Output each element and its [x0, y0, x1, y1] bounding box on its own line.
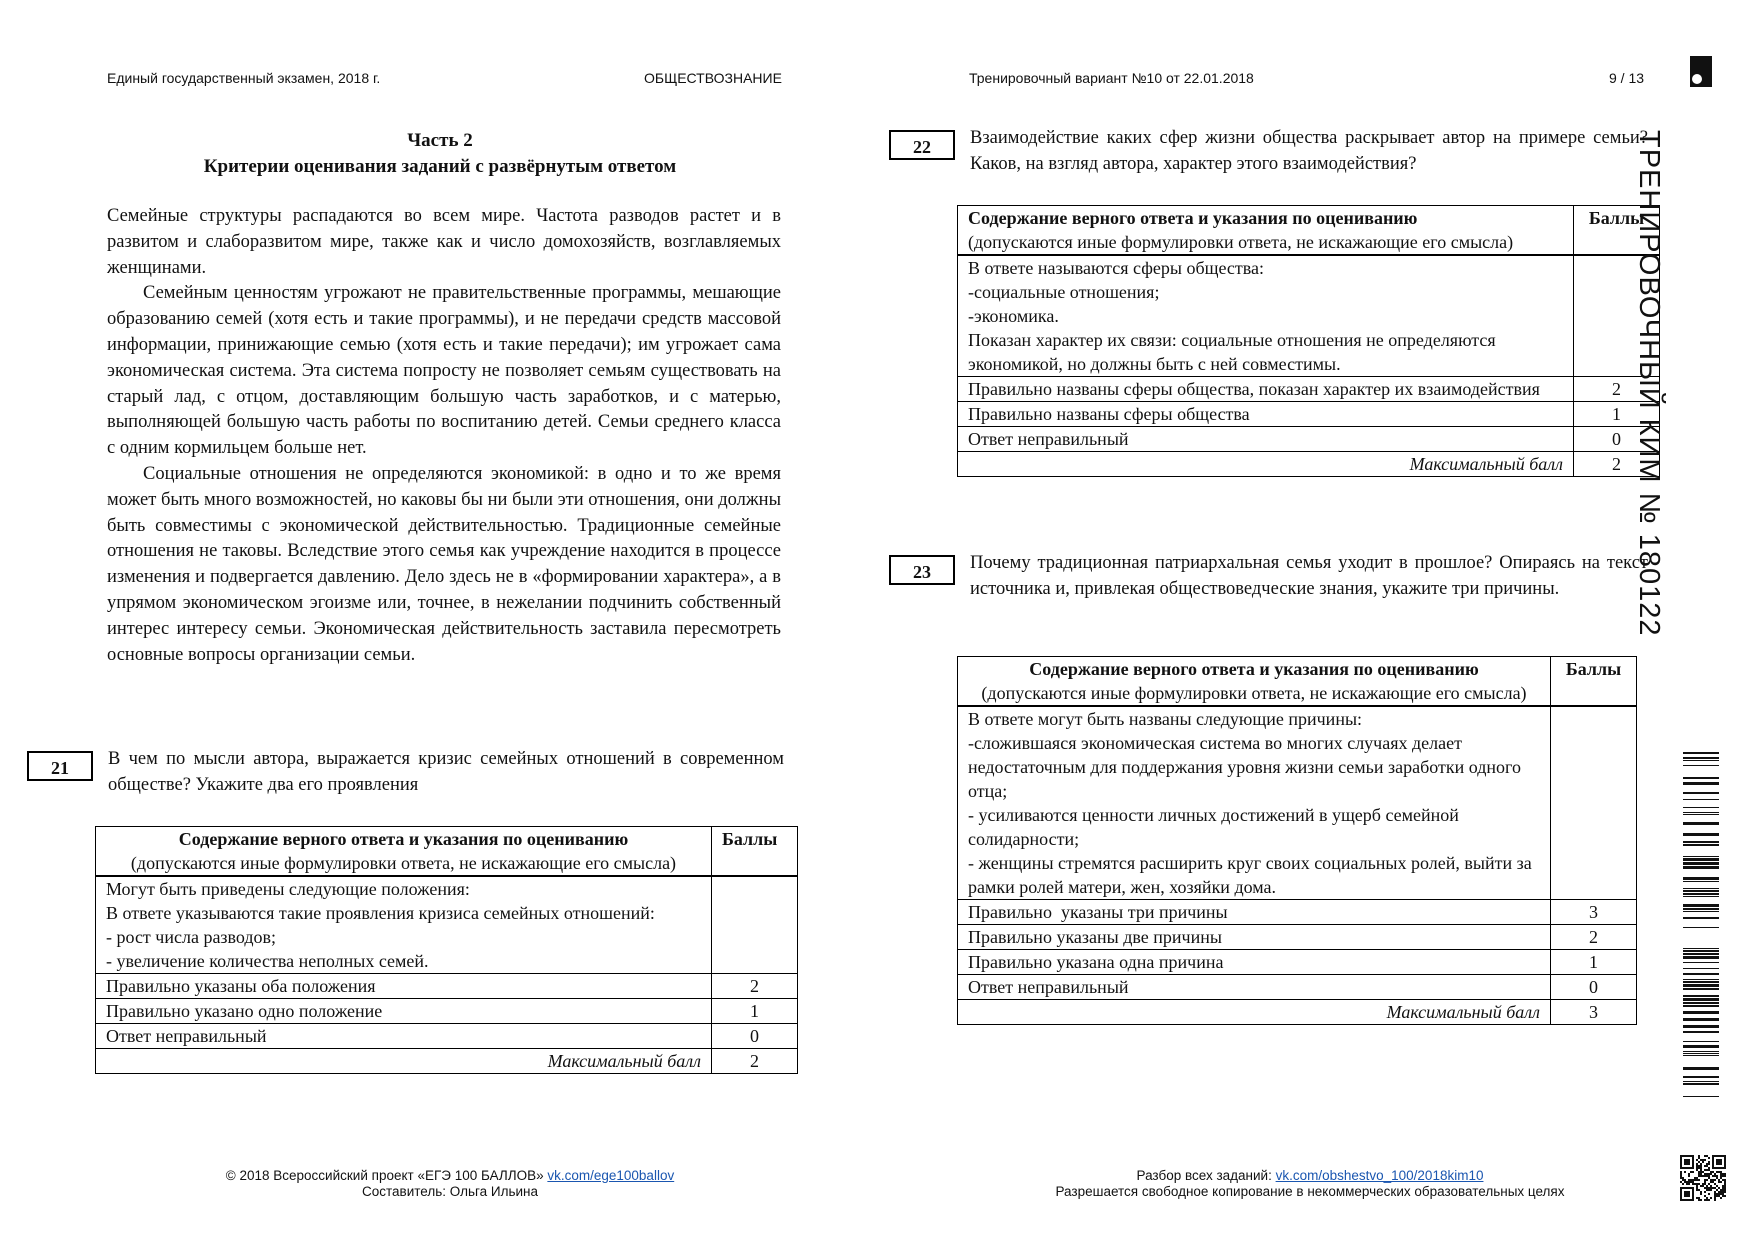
- max-score-row: [958, 1000, 1637, 1025]
- question-22-criteria-table: [957, 205, 1660, 477]
- footer-left-link[interactable]: vk.com/ege100ballov: [547, 1168, 675, 1183]
- side-title: ТРЕНИРОВОЧНЫЙ КИМ № 180122: [1633, 130, 1665, 637]
- content-line: -социальные отношения;: [968, 282, 1160, 302]
- criterion-label: Правильно указано одно положение: [96, 999, 712, 1024]
- content-line: -экономика.: [968, 306, 1059, 326]
- max-score-row: [96, 1049, 798, 1074]
- content-line: Показан характер их связи: социальные отношения не определяются экономикой, но должны быть с ней совместимы.: [968, 330, 1496, 374]
- header-subject: ОБЩЕСТВОЗНАНИЕ: [644, 70, 782, 86]
- criterion-label: Правильно указана одна причина: [958, 950, 1551, 975]
- criterion-label: Ответ неправильный: [958, 427, 1574, 452]
- max-score-label: Максимальный балл: [958, 1000, 1551, 1025]
- content-line: - усиливаются ценности личных достижений в ущерб семейной солидарности;: [968, 805, 1459, 849]
- criterion-label: Правильно указаны три причины: [958, 900, 1551, 925]
- max-score-label: Максимальный балл: [96, 1049, 712, 1074]
- criterion-label: Ответ неправильный: [96, 1024, 712, 1049]
- empty-score-cell: [712, 876, 798, 974]
- content-line: В ответе называются сферы общества:: [968, 258, 1265, 278]
- passage-paragraph: Семейные структуры распадаются во всем мире. Частота разводов растет и в развитом и слаборазвитом мире, также как и число домохозяйств, возглавляемых женщинами.: [107, 206, 781, 278]
- question-21-criteria-table: [95, 826, 798, 1074]
- header-variant: Тренировочный вариант №10 от 22.01.2018: [969, 70, 1254, 86]
- table-row: [96, 999, 798, 1024]
- max-score-value: 2: [712, 1049, 798, 1074]
- score-header: Баллы: [1551, 657, 1637, 707]
- criterion-label: Правильно названы сферы общества, показан характер их взаимодействия: [958, 377, 1574, 402]
- criteria-header-title: Содержание верного ответа и указания по оцениванию: [1029, 659, 1479, 679]
- table-row: [958, 975, 1637, 1000]
- passage-paragraph: Социальные отношения не определяются экономикой: в одно и то же время может быть много возможностей, но каковы бы ни были эти отношения, они должны быть совместимы с экономической действительностью. Традиционные семейные отношения не таковы. Вследствие этого семья как учреждение находится в процессе изменения и подвергается давлению. Дело здесь не в «формировании характера», а в упрямом экономическом эгоизме или, точнее, в нежелании подчинить собственный интерес интересу семьи. Экономическая действительность заставила пересмотреть основные вопросы организации семьи.: [107, 463, 781, 665]
- content-line: В ответе могут быть названы следующие причины:: [968, 709, 1363, 729]
- criterion-label: Правильно названы сферы общества: [958, 402, 1574, 427]
- content-line: Могут быть приведены следующие положения:: [106, 879, 470, 899]
- content-line: -сложившаяся экономическая система во многих случаях делает недостаточным для поддержания уровня жизни семьи заработки одного отца;: [968, 733, 1521, 801]
- criteria-header-note: (допускаются иные формулировки ответа, не искажающие его смысла): [981, 683, 1527, 703]
- content-line: - увеличение количества неполных семей.: [106, 951, 429, 971]
- content-line: В ответе указываются такие проявления кризиса семейных отношений:: [106, 903, 655, 923]
- question-22-text: Взаимодействие каких сфер жизни общества раскрывает автор на примере семьи? Каков, на взгляд автора, характер этого взаимодействия?: [970, 128, 1648, 174]
- table-row: [958, 377, 1660, 402]
- footer-right: [1000, 1168, 1620, 1200]
- table-row: [958, 427, 1660, 452]
- content-line: - рост числа разводов;: [106, 927, 277, 947]
- criterion-score: 1: [1574, 402, 1660, 427]
- criterion-label: Правильно указаны оба положения: [96, 974, 712, 999]
- score-header: Баллы: [1574, 206, 1660, 256]
- criterion-score: 2: [712, 974, 798, 999]
- criteria-header-title: Содержание верного ответа и указания по оцениванию: [178, 829, 629, 849]
- criteria-header-note: (допускаются иные формулировки ответа, не искажающие его смысла): [130, 853, 677, 873]
- barcode-icon: [1683, 752, 1719, 1100]
- criteria-header: [958, 657, 1551, 707]
- criteria-header: [96, 827, 712, 877]
- max-score-value: 2: [1574, 452, 1660, 477]
- criterion-score: 2: [1574, 377, 1660, 402]
- footer-copyright: © 2018 Всероссийский проект «ЕГЭ 100 БАЛЛОВ»: [225, 1168, 544, 1183]
- question-23-criteria-table: [957, 656, 1637, 1025]
- answer-content: [96, 876, 712, 974]
- score-header: Баллы: [712, 827, 798, 877]
- question-23-number: 23: [889, 555, 955, 585]
- question-21-text: В чем по мысли автора, выражается кризис семейных отношений в современном обществе? Укажите два его проявления: [108, 749, 784, 795]
- passage-paragraph: Семейным ценностям угрожают не правительственные программы, мешающие образованию семей (хотя есть и такие программы), и не передачи средств массовой информации, принижающие семью (хотя есть и такие передачи); им угрожает сама экономическая система. Эта система попросту не позволяет семьям существовать на старый лад, с отцом, доставляющим большую часть заработков, и с матерью, выполняющей большую часть работы по воспитанию детей. Семьи среднего класса с одним кормильцем больше нет.: [107, 283, 781, 459]
- footer-analysis-label: Разбор всех заданий:: [1136, 1168, 1272, 1183]
- criterion-score: 1: [712, 999, 798, 1024]
- table-row: [958, 925, 1637, 950]
- qr-code-icon: [1680, 1155, 1726, 1201]
- criterion-score: 0: [712, 1024, 798, 1049]
- criterion-score: 3: [1551, 900, 1637, 925]
- footer-copy-note: Разрешается свободное копирование в некоммерческих образовательных целях: [1055, 1184, 1565, 1199]
- criterion-score: 0: [1551, 975, 1637, 1000]
- corner-mark-icon: [1690, 56, 1712, 87]
- part-heading: [100, 128, 780, 180]
- criteria-header: [958, 206, 1574, 256]
- answer-content: [958, 706, 1551, 900]
- empty-score-cell: [1551, 706, 1637, 900]
- criterion-label: Правильно указаны две причины: [958, 925, 1551, 950]
- table-row: [96, 1024, 798, 1049]
- source-passage: [107, 204, 781, 668]
- question-22-number: 22: [889, 130, 955, 160]
- question-23-text: Почему традиционная патриархальная семья уходит в прошлое? Опираясь на текст источника и, привлекая обществоведческие знания, укажите три причины.: [970, 553, 1648, 599]
- footer-right-link[interactable]: vk.com/obshestvo_100/2018kim10: [1275, 1168, 1484, 1183]
- footer-author: Составитель: Ольга Ильина: [361, 1184, 539, 1199]
- table-row: [958, 900, 1637, 925]
- criteria-header-title: Содержание верного ответа и указания по оцениванию: [968, 208, 1418, 228]
- table-row: [96, 974, 798, 999]
- max-score-label: Максимальный балл: [958, 452, 1574, 477]
- footer-left: [150, 1168, 750, 1200]
- header-page-number: 9 / 13: [1609, 70, 1645, 86]
- table-row: [958, 402, 1660, 427]
- criterion-score: 1: [1551, 950, 1637, 975]
- part-title: Часть 2: [407, 130, 473, 151]
- header-exam: Единый государственный экзамен, 2018 г.: [107, 70, 381, 86]
- content-line: - женщины стремятся расширить круг своих социальных ролей, выйти за рамки ролей матери, жен, хозяйки дома.: [968, 853, 1532, 897]
- table-row: [958, 950, 1637, 975]
- criterion-score: 0: [1574, 427, 1660, 452]
- criterion-label: Ответ неправильный: [958, 975, 1551, 1000]
- criterion-score: 2: [1551, 925, 1637, 950]
- question-21-number: 21: [27, 751, 93, 781]
- answer-content: [958, 255, 1574, 377]
- max-score-value: 3: [1551, 1000, 1637, 1025]
- criteria-header-note: (допускаются иные формулировки ответа, не искажающие его смысла): [968, 232, 1514, 252]
- max-score-row: [958, 452, 1660, 477]
- part-subtitle: Критерии оценивания заданий с развёрнутым ответом: [203, 156, 677, 177]
